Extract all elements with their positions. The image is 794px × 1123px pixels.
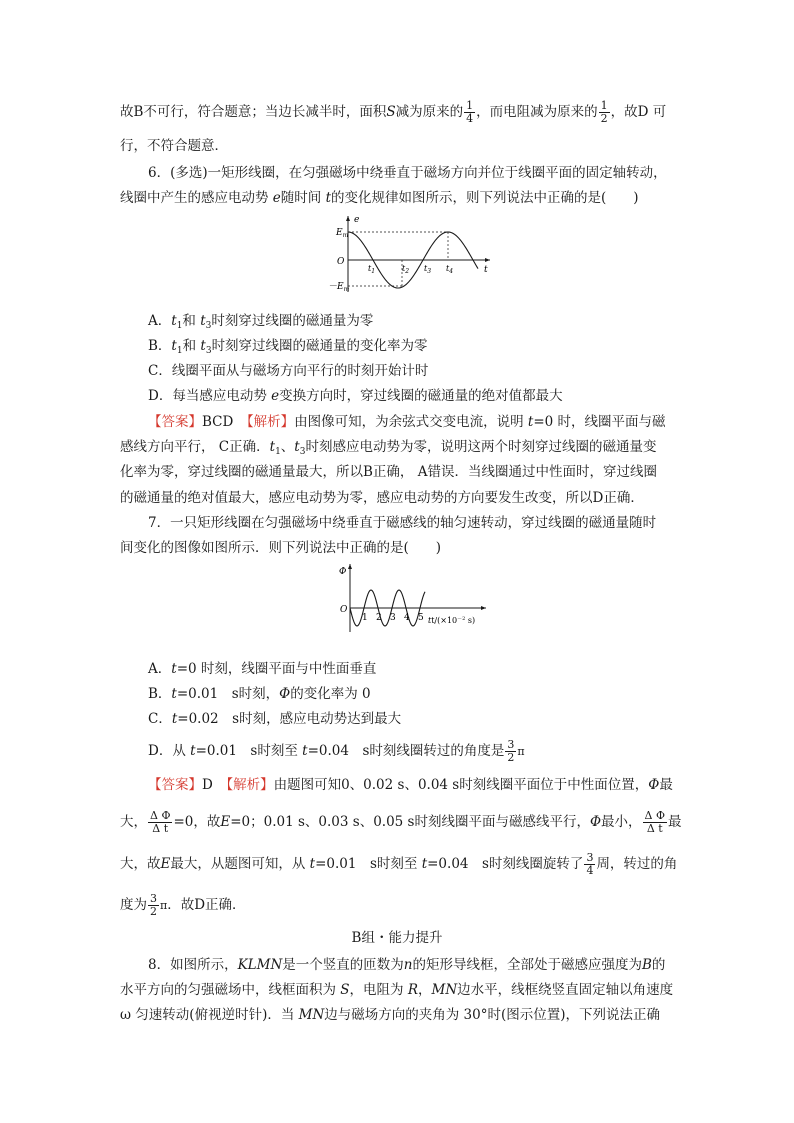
section-heading-b: B组・能力提升 xyxy=(351,930,443,946)
axis-label-e: e xyxy=(354,215,360,225)
analysis-label: 【解析】 xyxy=(226,777,274,793)
answer-label: 【答案】 xyxy=(148,777,202,793)
answer-label: 【答案】 xyxy=(148,414,202,430)
q7-answer-line-2: 大， $\frac{\text{Δ Φ}}{\text{Δ t}}$ =0，故E=0；0.01 s、0.03 s、0.05 s时刻线圈平面与磁感线平行，Φ最小， $\frac{\text{Δ Φ}}{\text{Δ t}}$ 最 xyxy=(120,809,682,835)
q6-option-d: D．每当感应电动势 e变换方向时，穿过线圈的磁通量的绝对值都最大 xyxy=(148,388,563,404)
q7-line-1: 7．一只矩形线圈在匀强磁场中绕垂直于磁感线的轴匀速转动，穿过线圈的磁通量随时 xyxy=(148,515,657,531)
neg-em-label: $-E_m$ xyxy=(328,282,350,293)
q7-line-2: 间变化的图像如图所示．则下列说法中正确的是( ) xyxy=(120,540,442,556)
answer-value: D xyxy=(202,777,213,793)
t2-label: $t_2$ xyxy=(402,264,410,275)
y-arrow xyxy=(348,564,352,569)
analysis-label: 【解析】 xyxy=(246,414,295,430)
em-label: $E_m$ xyxy=(336,228,349,239)
q7-answer-line-3: 大，故E最大，从题图可知，从 t=0.01 s时刻至 t=0.04 s时刻线圈旋转了 $\frac{3}{4}$ 周，转过的角 xyxy=(120,851,678,877)
q8-line-3: ω 匀速转动(俯视逆时针)．当 MN边与磁场方向的夹角为 30°时(图示位置)，下列说法正确 xyxy=(120,1007,661,1023)
fraction-1-2: $\frac{1}{2}$ xyxy=(600,99,608,125)
axis-label-t: t xyxy=(484,265,488,275)
q7-answer-line-4: 度为 $\frac{3}{2}$ π．故D正确． xyxy=(120,892,246,918)
q6-answer-line-1: 【答案】BCD 【解析】由图像可知，为余弦式交变电流，说明 t=0 时，线圈平面与磁 xyxy=(148,414,666,430)
q5-line-2: 行，不符合题意． xyxy=(120,138,228,154)
fraction-dphi-dt-2: $\frac{\text{Δ Φ}}{\text{Δ t}}$ xyxy=(644,809,666,835)
origin-label: O xyxy=(337,257,345,267)
q6-option-b: B．$t_1$和 $t_3$时刻穿过线圈的磁通量的变化率为零 xyxy=(148,338,428,356)
q7-option-a: A．t=0 时刻，线圈平面与中性面垂直 xyxy=(148,661,377,677)
q6-figure-emf-graph xyxy=(328,212,498,296)
q7-option-c: C．t=0.02 s时刻，感应电动势达到最大 xyxy=(148,711,402,727)
tick-label-1: 1 xyxy=(362,613,368,623)
t3-label: $t_3$ xyxy=(424,264,432,275)
tick-label-5: 5 xyxy=(418,613,424,623)
q8-line-1: 8．如图所示，KLMN是一个竖直的匝数为n的矩形导线框，全部处于磁感应强度为B的 xyxy=(148,957,666,973)
tick-label-2: 2 xyxy=(376,613,382,623)
t1-label: $t_1$ xyxy=(368,264,376,275)
q6-line-2: 线圈中产生的感应电动势 e随时间 t的变化规律如图所示，则下列说法中正确的是( ) xyxy=(120,190,639,206)
x-axis-label: $tt/(\times 10^{-2}$ s) xyxy=(428,616,476,625)
fraction-3-4: $\frac{3}{4}$ xyxy=(586,851,594,877)
q7-option-d: D．从 t=0.01 s时刻至 t=0.04 s时刻线圈转过的角度是 $\frac{3}{2}$ π xyxy=(148,738,525,764)
fraction-3-2: $\frac{3}{2}$ xyxy=(507,738,515,764)
t4-label: $t_4$ xyxy=(446,264,454,275)
q6-option-a: A．$t_1$和 $t_3$时刻穿过线圈的磁通量为零 xyxy=(148,313,374,331)
q7-answer-line-1: 【答案】D 【解析】由题图可知0、0.02 s、0.04 s时刻线圈平面位于中性面位置，Φ最 xyxy=(148,777,673,793)
fraction-dphi-dt: $\frac{\text{Δ Φ}}{\text{Δ t}}$ xyxy=(150,809,171,835)
tick-label-3: 3 xyxy=(390,613,396,623)
q7-figure-flux-graph xyxy=(338,562,490,634)
q6-line-1: 6．(多选)一矩形线圈，在匀强磁场中绕垂直于磁场方向并位于线圈平面的固定轴转动， xyxy=(148,165,667,181)
tick-label-4: 4 xyxy=(404,613,410,623)
q6-option-c: C．线圈平面从与磁场方向平行的时刻开始计时 xyxy=(148,363,429,379)
fraction-1-4: $\frac{1}{4}$ xyxy=(466,99,474,125)
origin-label: O xyxy=(340,605,348,615)
axis-label-phi: Φ xyxy=(339,567,347,577)
q6-answer-line-4: 的磁通量的绝对值最大，感应电动势为零，感应电动势的方向要发生改变，所以D正确． xyxy=(120,490,644,506)
text: 减为原来的 xyxy=(395,104,464,120)
text: ，故D 可 xyxy=(610,104,667,120)
y-arrow xyxy=(346,216,350,221)
tick-labels xyxy=(362,613,424,623)
text: ，而电阻减为原来的 xyxy=(476,104,598,120)
q7-option-b: B．t=0.01 s时刻，Φ的变化率为 0 xyxy=(148,686,371,702)
x-arrow xyxy=(485,258,490,262)
q8-line-2: 水平方向的匀强磁场中，线框面积为 S，电阻为 R，MN边水平，线框绕竖直固定轴以角速度 xyxy=(120,982,674,998)
q6-answer-line-3: 化率为零，穿过线圈的磁通量最大，所以B正确， A错误．当线圈通过中性面时，穿过线圈 xyxy=(120,464,657,480)
var-s: S xyxy=(386,104,396,120)
answer-value: BCD xyxy=(202,414,234,430)
x-arrow xyxy=(481,606,486,610)
q6-answer-line-2: 感线方向平行， C正确．$t_1$、$t_3$时刻感应电动势为零，说明这两个时刻穿过线圈的磁通量变 xyxy=(120,439,657,457)
fraction-3-2-pi: $\frac{3}{2}$ xyxy=(150,892,157,918)
text: 故B不可行，符合题意；当边长减半时，面积 xyxy=(120,104,387,120)
q5-line-1 xyxy=(120,100,680,125)
